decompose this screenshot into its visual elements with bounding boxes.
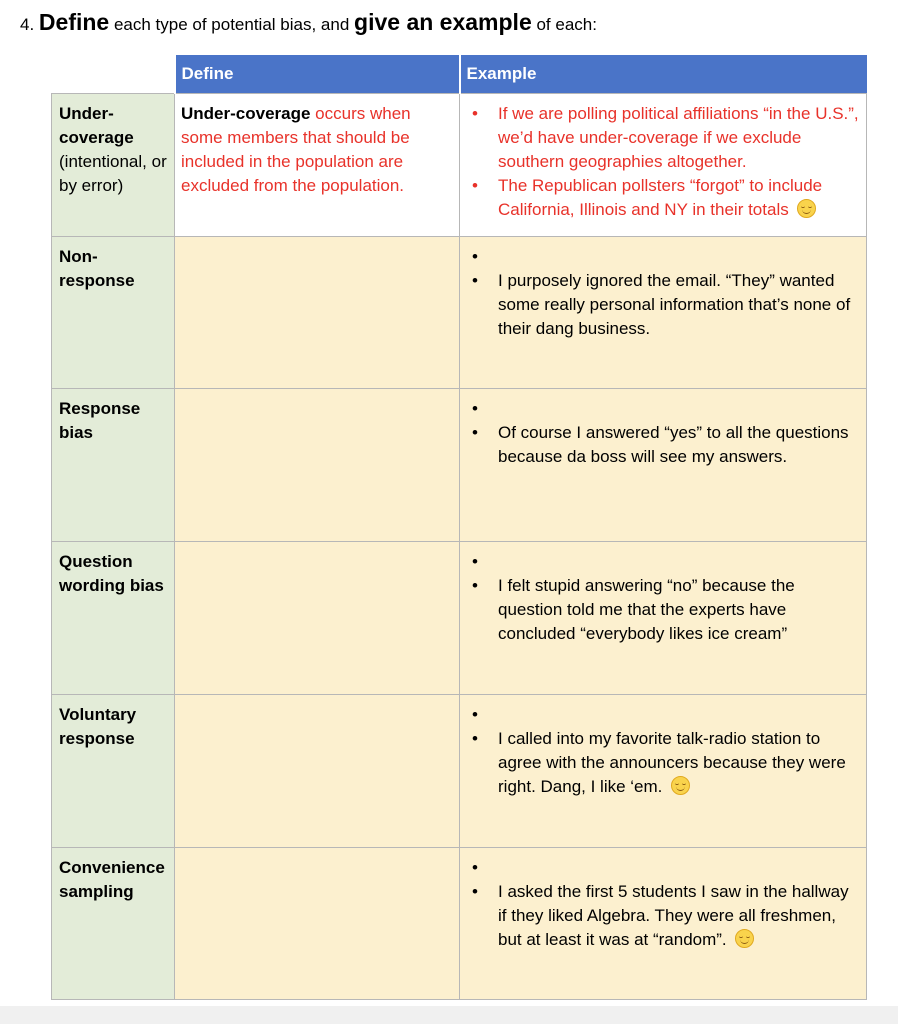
list-item-empty — [466, 703, 860, 727]
row-label-line2: coverage — [59, 128, 134, 147]
row-label-response-bias — [52, 389, 175, 542]
list-item — [466, 269, 860, 341]
question-text-mid: each type of potential bias, and — [113, 15, 350, 34]
define-cell-convenience-sampling[interactable] — [175, 848, 460, 1000]
list-item-empty — [466, 245, 860, 269]
table-row — [52, 848, 867, 1000]
question-bold-example: give an example — [354, 9, 532, 35]
bias-table — [51, 55, 867, 1000]
smiling-face-icon — [735, 929, 754, 948]
row-label-line1: Convenience — [59, 858, 165, 877]
example-text: I asked the first 5 students I saw in the hallway if they liked Algebra. They were all freshmen, but at least it was at “random”. — [498, 882, 849, 949]
row-label-under-coverage — [52, 94, 175, 237]
list-item-empty — [466, 550, 860, 574]
example-text: If we are polling political affiliations “in the U.S.”, we’d have under-coverage if we exclude southern geographies altogether. — [498, 104, 859, 171]
example-cell-convenience-sampling[interactable] — [460, 848, 867, 1000]
table-row — [52, 94, 867, 237]
bullet-icon: • — [472, 176, 478, 195]
bullet-icon: • — [472, 104, 478, 123]
bullet-icon: • — [472, 271, 478, 290]
example-list — [466, 245, 860, 341]
question-bold-define: Define — [38, 9, 110, 35]
example-list — [466, 703, 860, 799]
list-item — [466, 880, 860, 952]
bullet-icon: • — [472, 858, 478, 877]
page-bottom-strip — [0, 1006, 898, 1024]
example-cell-non-response[interactable] — [460, 237, 867, 389]
row-label-line1: Non- — [59, 247, 98, 266]
bullet-icon: • — [472, 423, 478, 442]
row-label-question-wording-bias — [52, 542, 175, 695]
list-item-empty — [466, 856, 860, 880]
list-item — [466, 102, 860, 174]
table-row — [52, 389, 867, 542]
bullet-icon: • — [472, 576, 478, 595]
row-label-line2: wording bias — [59, 576, 164, 595]
bullet-icon: • — [472, 705, 478, 724]
example-list — [466, 397, 860, 469]
bullet-icon: • — [472, 552, 478, 571]
example-list — [466, 102, 860, 222]
define-cell-response-bias[interactable] — [175, 389, 460, 542]
row-label-voluntary-response — [52, 695, 175, 848]
row-label-line1: Under- — [59, 104, 114, 123]
header-example: Example — [460, 55, 867, 94]
example-cell-under-coverage[interactable] — [460, 94, 867, 237]
row-label-line1: Response — [59, 399, 141, 418]
example-text: I felt stupid answering “no” because the question told me that the experts have concluded “everybody likes ice cream” — [498, 576, 795, 643]
example-text: I called into my favorite talk-radio station to agree with the announcers because they were right. Dang, I like ‘em. — [498, 729, 846, 796]
row-label-line1: Question — [59, 552, 133, 571]
header-define: Define — [175, 55, 460, 94]
row-label-line1: Voluntary — [59, 705, 137, 724]
define-cell-question-wording-bias[interactable] — [175, 542, 460, 695]
row-label-line2: response — [59, 271, 135, 290]
row-label-non-response — [52, 237, 175, 389]
smiling-face-icon — [797, 199, 816, 218]
header-blank-cell — [52, 55, 175, 94]
define-cell-non-response[interactable] — [175, 237, 460, 389]
list-item — [466, 174, 860, 222]
example-text: Of course I answered “yes” to all the questions because da boss will see my answers. — [498, 423, 849, 466]
bullet-icon: • — [472, 399, 478, 418]
question-text-end: of each: — [536, 15, 597, 34]
row-label-line2: sampling — [59, 882, 134, 901]
example-cell-question-wording-bias[interactable] — [460, 542, 867, 695]
example-text: The Republican pollsters “forgot” to include California, Illinois and NY in their totals — [498, 176, 823, 219]
define-cell-voluntary-response[interactable] — [175, 695, 460, 848]
list-item — [466, 421, 860, 469]
table-row — [52, 542, 867, 695]
list-item — [466, 727, 860, 799]
list-item-empty — [466, 397, 860, 421]
define-text: occurs when some members that should be included in the population are excluded from the population. — [181, 104, 411, 195]
example-cell-response-bias[interactable] — [460, 389, 867, 542]
example-list — [466, 856, 860, 952]
example-list — [466, 550, 860, 646]
smiling-face-icon — [671, 776, 690, 795]
define-term: Under-coverage — [181, 104, 311, 123]
row-label-line2: response — [59, 729, 135, 748]
question-prompt — [20, 8, 597, 39]
table-header-row — [52, 55, 867, 94]
bullet-icon: • — [472, 729, 478, 748]
example-text: I purposely ignored the email. “They” wanted some really personal information that’s none of their dang business. — [498, 271, 851, 338]
table-row — [52, 237, 867, 389]
define-cell-under-coverage[interactable] — [175, 94, 460, 237]
row-label-line2: bias — [59, 423, 94, 442]
example-cell-voluntary-response[interactable] — [460, 695, 867, 848]
row-label-convenience-sampling — [52, 848, 175, 1000]
table-row — [52, 695, 867, 848]
row-label-note: (intentional, or by error) — [59, 152, 167, 195]
bullet-icon: • — [472, 882, 478, 901]
bullet-icon: • — [472, 247, 478, 266]
list-item — [466, 574, 860, 646]
question-number: 4. — [20, 15, 35, 34]
